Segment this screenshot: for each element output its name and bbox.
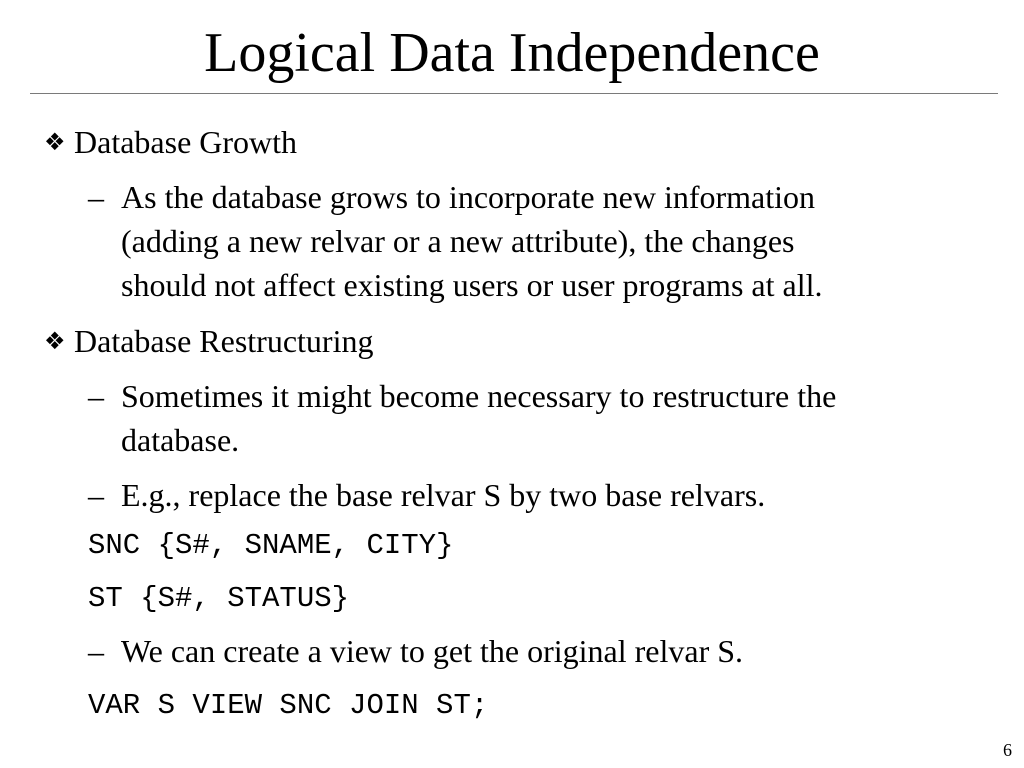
point-create-view <box>88 629 968 673</box>
dash-bullet: – <box>88 179 104 215</box>
diamond-bullet-icon: ❖ <box>44 128 66 156</box>
point-line: database. <box>121 422 240 458</box>
point-growth-explanation <box>88 175 968 307</box>
section-heading-text: Database Restructuring <box>74 323 374 359</box>
point-replace-relvar <box>88 473 968 517</box>
point-line: (adding a new relvar or a new attribute), the changes <box>121 223 795 259</box>
dash-bullet: – <box>88 477 104 513</box>
point-line: should not affect existing users or user programs at all. <box>121 267 823 303</box>
point-line: As the database grows to incorporate new information <box>121 179 816 215</box>
code-line-view: VAR S VIEW SNC JOIN ST; <box>88 689 489 722</box>
title-divider <box>30 93 998 94</box>
point-line: E.g., replace the base relvar S by two base relvars. <box>121 477 766 513</box>
dash-bullet: – <box>88 633 104 669</box>
section-heading-text: Database Growth <box>74 124 298 160</box>
section-heading-growth <box>44 122 297 162</box>
point-line: Sometimes it might become necessary to restructure the <box>121 378 837 414</box>
point-line: We can create a view to get the original relvar S. <box>121 633 744 669</box>
page-number: 6 <box>1003 740 1012 760</box>
slide-title: Logical Data Independence <box>204 22 820 84</box>
code-line-snc: SNC {S#, SNAME, CITY} <box>88 529 454 562</box>
diamond-bullet-icon: ❖ <box>44 327 66 355</box>
dash-bullet: – <box>88 378 104 414</box>
section-heading-restructuring <box>44 321 373 361</box>
point-restructure-necessary <box>88 374 968 462</box>
code-line-st: ST {S#, STATUS} <box>88 582 350 615</box>
